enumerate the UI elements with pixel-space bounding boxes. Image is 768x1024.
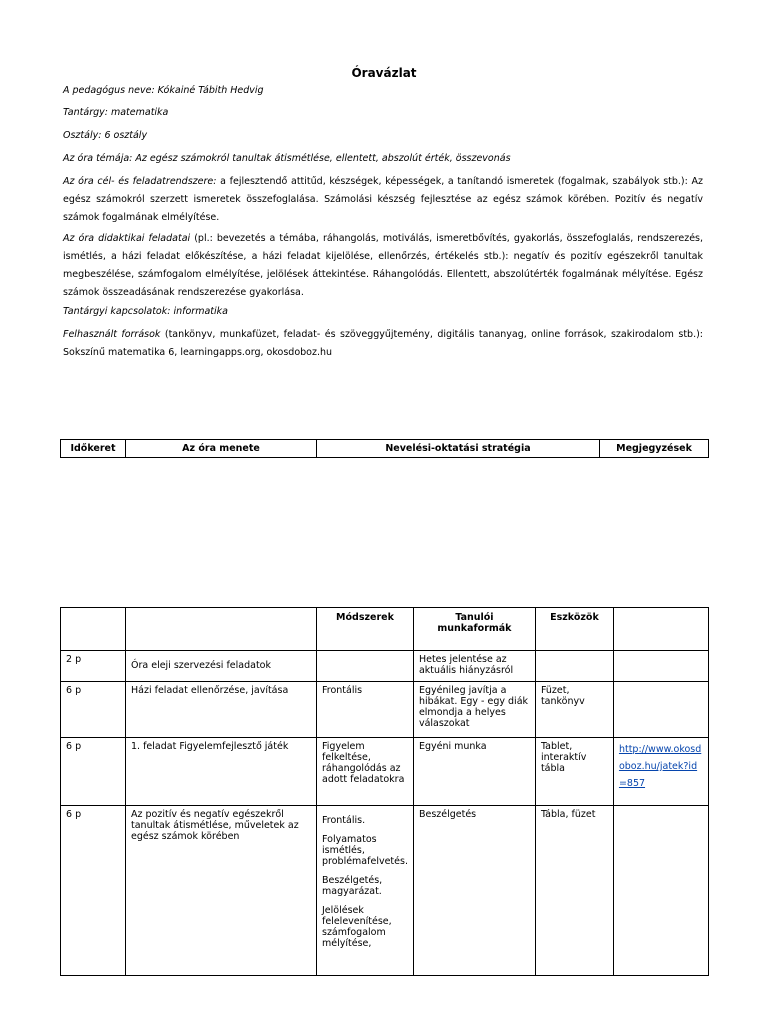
row-time: 2 p (61, 651, 126, 682)
col-timeframe: Időkeret (61, 440, 126, 458)
row-step: Házi feladat ellenőrzése, javítása (126, 682, 317, 738)
table-row (61, 806, 709, 976)
goals-paragraph: Az óra cél- és feladatrendszere: a fejlesztendő attitűd, készségek, képességek, a tanítandó ismeretek (fogalmak, szabályok stb.): Az egész számokról szerzett ismeretek összefoglalása. Számolási készség fejlesztése az egész számok körében. Pozitív és negatív számok fogalmának elmélyítése. (63, 176, 703, 223)
row-note (613, 651, 708, 682)
subject-line: Tantárgy: matematika (63, 107, 169, 118)
didactic-paragraph: Az óra didaktikai feladatai (pl.: bevezetés a témába, ráhangolás, motiválás, ismeretbővítés, gyakorlás, összefoglalás, rendszerezés, ismétlés, a házi feladat előkészítése, a házi feladat kijelölése, ellenőrzés, értékelés stb.): negatív és pozitív egészekről tanultak megbeszélése, számfogalom elmélyítése, jelölések áttekintése. Ráhangolódás. Ellentett, abszolútérték fogalmának mélyítése. Egész számok összeadásának rendszerezése gyakorlása. (63, 233, 704, 298)
row-tools: Tablet, interaktív tábla (535, 738, 613, 806)
class-line: Osztály: 6 osztály (63, 130, 148, 141)
row-note (613, 806, 708, 976)
connections-line: Tantárgyi kapcsolatok: informatika (63, 306, 228, 317)
method-item: Beszélgetés, magyarázat. (322, 875, 383, 897)
row-time: 6 p (61, 738, 126, 806)
row-forms: Egyéni munka (413, 738, 535, 806)
table-row (61, 738, 709, 806)
row-forms: Beszélgetés (413, 806, 535, 976)
col-work-forms: Tanulói munkaformák (413, 608, 535, 651)
header-table (60, 439, 709, 458)
game-link[interactable]: http://www.okosdoboz.hu/jatek?id=857 (618, 744, 702, 789)
lesson-table-header (61, 608, 709, 651)
row-methods (317, 651, 414, 682)
col-strategy: Nevelési-oktatási stratégia (317, 440, 600, 458)
row-note (613, 682, 708, 738)
row-note (613, 738, 708, 806)
col-empty-1 (61, 608, 126, 651)
row-methods: Figyelem felkeltése, ráhangolódás az adott feladatokra (317, 738, 414, 806)
row-tools: Füzet, tankönyv (535, 682, 613, 738)
col-methods: Módszerek (317, 608, 414, 651)
col-notes: Megjegyzések (600, 440, 709, 458)
page-title: Óravázlat (351, 66, 417, 80)
row-forms: Hetes jelentése az aktuális hiányzásról (413, 651, 535, 682)
row-methods: Frontális (317, 682, 414, 738)
header-row (61, 440, 709, 458)
method-item: Frontális. (322, 815, 366, 826)
row-tools (535, 651, 613, 682)
col-tools: Eszközök (535, 608, 613, 651)
table-row (61, 682, 709, 738)
lesson-table (60, 607, 709, 976)
table-row (61, 651, 709, 682)
sources-paragraph: Felhasznált források (tankönyv, munkafüzet, feladat- és szöveggyűjtemény, digitális tananyag, online források, szakirodalom stb.): Sokszínű matematika 6, learningapps.org, okosdoboz.hu (63, 329, 704, 358)
col-empty-3 (613, 608, 708, 651)
col-lesson-flow: Az óra menete (126, 440, 317, 458)
col-empty-2 (126, 608, 317, 651)
method-item: Folyamatos ismétlés, problémafelvetés. (322, 834, 408, 867)
teacher-line: A pedagógus neve: Kókainé Tábith Hedvig (63, 85, 264, 96)
row-step: Az pozitív és negatív egészekről tanultak átismétlése, műveletek az egész számok körében (126, 806, 317, 976)
row-tools: Tábla, füzet (535, 806, 613, 976)
row-time: 6 p (61, 682, 126, 738)
row-time: 6 p (61, 806, 126, 976)
row-step: 1. feladat Figyelemfejlesztő játék (126, 738, 317, 806)
row-forms: Egyénileg javítja a hibákat. Egy - egy diák elmondja a helyes válaszokat (413, 682, 535, 738)
row-step: Óra eleji szervezési feladatok (126, 651, 317, 682)
method-item: Jelölések felelevenítése, számfogalom mélyítése, (322, 905, 392, 949)
row-methods (317, 806, 414, 976)
topic-line: Az óra témája: Az egész számokról tanultak átismétlése, ellentett, abszolút érték, összevonás (63, 153, 511, 164)
